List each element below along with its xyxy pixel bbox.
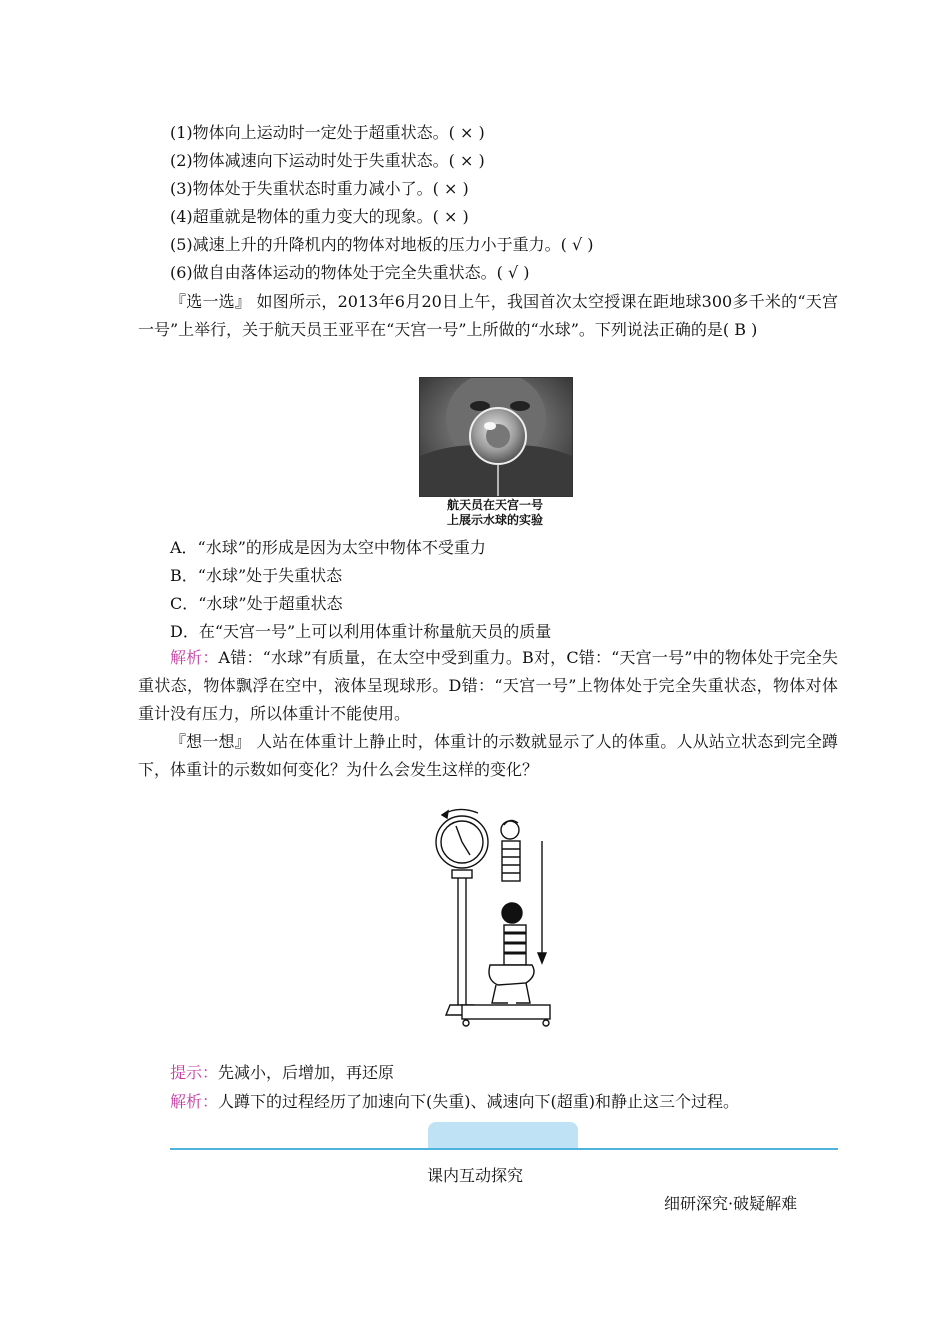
- section-divider: [170, 1148, 838, 1150]
- think-question: [138, 728, 838, 784]
- think-analysis: [170, 1092, 739, 1112]
- think-analysis-label: 解析：: [170, 1092, 219, 1111]
- scale-illustration: [430, 805, 560, 1045]
- analysis-label: 解析：: [170, 648, 219, 667]
- select-one-analysis: [138, 644, 838, 728]
- judgment-1: (1)物体向上运动时一定处于超重状态。( × ): [170, 123, 485, 142]
- water-ball-photo: [419, 377, 573, 497]
- option-d: D．在“天宫一号”上可以利用体重计称量航天员的质量: [170, 622, 552, 641]
- section-title: 课内互动探究: [426, 1166, 523, 1185]
- judgment-5: (5)减速上升的升降机内的物体对地板的压力小于重力。( √ ): [170, 235, 594, 254]
- hint-label: 提示：: [170, 1063, 219, 1082]
- select-one-question: [138, 288, 838, 344]
- judgment-6: (6)做自由落体运动的物体处于完全失重状态。( √ ): [170, 263, 530, 282]
- think-text: 人站在体重计上静止时，体重计的示数就显示了人的体重。人从站立状态到完全蹲下，体重计的示数如何变化？为什么会发生这样的变化？: [138, 732, 838, 779]
- judgment-2: (2)物体减速向下运动时处于失重状态。( × ): [170, 151, 485, 170]
- option-b: B．“水球”处于失重状态: [170, 566, 343, 585]
- photo-caption-line-1: 航天员在天宫一号: [446, 498, 543, 512]
- option-c: C．“水球”处于超重状态: [170, 594, 343, 613]
- section-tab: [428, 1122, 578, 1149]
- astronaut-photo-image: [420, 378, 572, 496]
- think-label: 『想一想』: [170, 732, 251, 751]
- option-a: A．“水球”的形成是因为太空中物体不受重力: [170, 538, 486, 557]
- select-one-label: 『选一选』: [170, 292, 252, 311]
- hint-text: 先减小，后增加，再还原: [218, 1063, 395, 1082]
- photo-caption-line-2: 上展示水球的实验: [446, 513, 543, 527]
- judgment-3: (3)物体处于失重状态时重力减小了。( × ): [170, 179, 469, 198]
- think-analysis-text: 人蹲下的过程经历了加速向下(失重)、减速向下(超重)和静止这三个过程。: [218, 1092, 739, 1111]
- judgment-4: (4)超重就是物体的重力变大的现象。( × ): [170, 207, 469, 226]
- section-subtitle: 细研深究·破疑解难: [664, 1194, 798, 1213]
- select-one-text: 如图所示，2013年6月20日上午，我国首次太空授课在距地球300多千米的“天宫一号”上举行，关于航天员王亚平在“天宫一号”上所做的“水球”。下列说法正确的是( B ): [138, 292, 838, 339]
- hint-line: [170, 1063, 394, 1083]
- analysis-text: A错：“水球”有质量，在太空中受到重力。B对，C错：“天宫一号”中的物体处于完全失重状态，物体飘浮在空中，液体呈现球形。D错：“天宫一号”上物体处于完全失重状态，物体对体重计没有压力，所以体重计不能使用。: [138, 648, 838, 723]
